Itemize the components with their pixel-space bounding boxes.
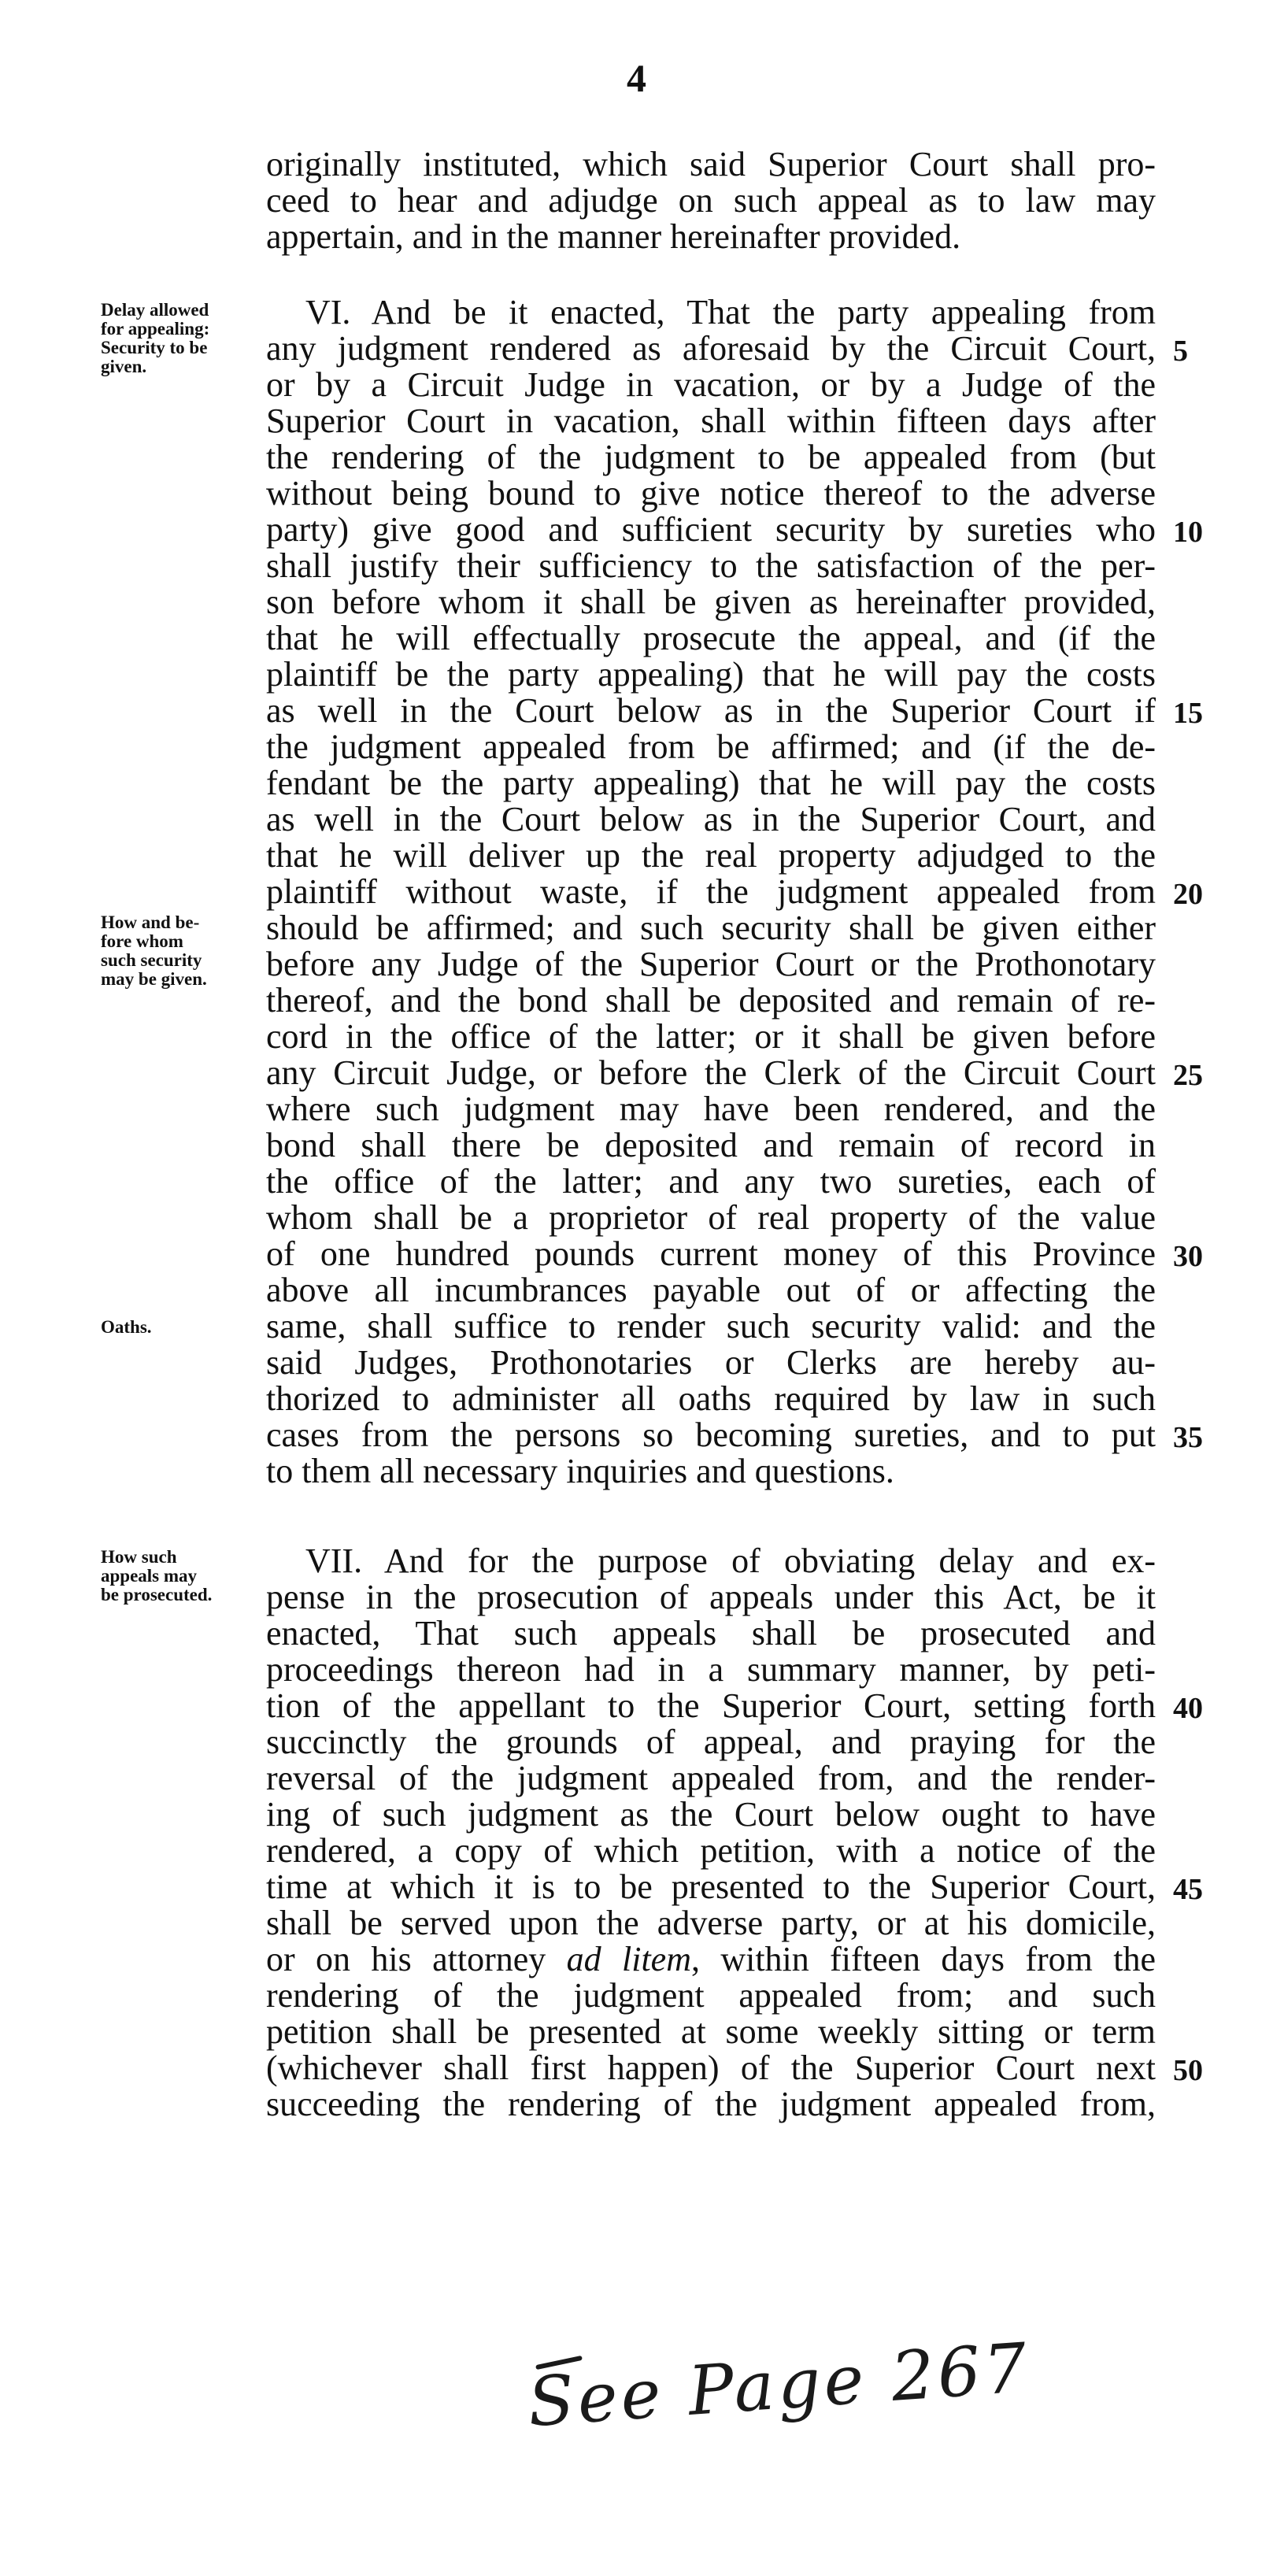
- margin-note-line: may be given.: [101, 969, 207, 989]
- text-line: any judgment rendered as aforesaid by the Circuit Court,: [266, 329, 1156, 368]
- line-number: 15: [1173, 697, 1203, 730]
- margin-note-line: How and be-: [101, 912, 200, 932]
- line-number: 35: [1173, 1421, 1203, 1454]
- line-number: 30: [1173, 1240, 1203, 1273]
- text-line: appertain, and in the manner hereinafter provided.: [266, 217, 961, 256]
- line-number: 25: [1173, 1059, 1203, 1092]
- text-line: Superior Court in vacation, shall within fifteen days after: [266, 402, 1156, 440]
- text-line: before any Judge of the Superior Court or the Prothonotary: [266, 945, 1156, 983]
- text-line: shall be served upon the adverse party, or at his domicile,: [266, 1904, 1156, 1942]
- text-line: said Judges, Prothonotaries or Clerks are hereby au-: [266, 1343, 1156, 1382]
- line-number: 20: [1173, 878, 1203, 911]
- text-line: party) give good and sufficient security by sureties who: [266, 510, 1156, 549]
- margin-note-line: for appealing:: [101, 319, 210, 339]
- text-line: originally instituted, which said Superior Court shall pro-: [266, 145, 1156, 183]
- text-line: that he will effectually prosecute the appeal, and (if the: [266, 619, 1156, 657]
- text-line: succeeding the rendering of the judgment appealed from,: [266, 2085, 1156, 2123]
- margin-note-line: Delay allowed: [101, 300, 209, 320]
- text-line: that he will deliver up the real property adjudged to the: [266, 836, 1156, 875]
- ad-litem-italic: ad litem: [566, 1940, 691, 1978]
- margin-note-line: appeals may: [101, 1566, 198, 1586]
- margin-note-line: Security to be: [101, 338, 208, 357]
- text-line: the judgment appealed from be affirmed; and (if the de-: [266, 727, 1156, 766]
- text-line: thorized to administer all oaths required by law in such: [266, 1379, 1156, 1418]
- text-line: where such judgment may have been rendered, and the: [266, 1090, 1156, 1128]
- text-line: the rendering of the judgment to be appealed from (but: [266, 438, 1156, 476]
- margin-note-line: Oaths.: [101, 1317, 152, 1337]
- margin-note-line: fore whom: [101, 931, 183, 951]
- text-line: whom shall be a proprietor of real property of the value: [266, 1198, 1156, 1237]
- text-line: fendant be the party appealing) that he will pay the costs: [266, 764, 1156, 802]
- margin-note-how-before: [101, 913, 258, 989]
- line-number: 45: [1173, 1873, 1203, 1906]
- margin-note-how-prosecuted: [101, 1548, 258, 1604]
- text-line: bond shall there be deposited and remain of record in: [266, 1126, 1156, 1164]
- text-line: above all incumbrances payable out of or affecting the: [266, 1271, 1156, 1309]
- text-line: ing of such judgment as the Court below ought to have: [266, 1795, 1156, 1834]
- section-vii-start: VII. And for the purpose of obviating delay and ex-: [305, 1542, 1156, 1580]
- margin-note-line: given.: [101, 357, 147, 376]
- line-number: 50: [1173, 2054, 1203, 2087]
- margin-note-line: be prosecuted.: [101, 1585, 213, 1604]
- text-line: petition shall be presented at some weekly sitting or term: [266, 2012, 1156, 2051]
- text-line: or by a Circuit Judge in vacation, or by a Judge of the: [266, 365, 1156, 404]
- text-line: shall justify their sufficiency to the satisfaction of the per-: [266, 546, 1156, 585]
- text-line: of one hundred pounds current money of this Province: [266, 1234, 1156, 1273]
- text-line: pense in the prosecution of appeals under this Act, be it: [266, 1578, 1156, 1616]
- text-line: as well in the Court below as in the Superior Court if: [266, 691, 1156, 730]
- text-line: plaintiff be the party appealing) that he will pay the costs: [266, 655, 1156, 694]
- text-line: ceed to hear and adjudge on such appeal as to law may: [266, 181, 1156, 220]
- text-line: without being bound to give notice thereof to the adverse: [266, 474, 1156, 513]
- text-line: plaintiff without waste, if the judgment appealed from: [266, 872, 1156, 911]
- line-number: 10: [1173, 516, 1203, 549]
- page-number: 4: [627, 56, 646, 100]
- text-line: should be affirmed; and such security shall be given either: [266, 909, 1156, 947]
- text-line: proceedings thereon had in a summary manner, by peti-: [266, 1650, 1156, 1689]
- text-line: to them all necessary inquiries and questions.: [266, 1452, 894, 1490]
- margin-note-delay: [101, 301, 258, 376]
- text-line: thereof, and the bond shall be deposited and remain of re-: [266, 981, 1156, 1020]
- text-line: reversal of the judgment appealed from, and the render-: [266, 1759, 1156, 1797]
- text-line: the office of the latter; and any two sureties, each of: [266, 1162, 1156, 1201]
- text-line: rendering of the judgment appealed from; and such: [266, 1976, 1156, 2015]
- text-line: tion of the appellant to the Superior Court, setting forth: [266, 1686, 1156, 1725]
- text-line: time at which it is to be presented to the Superior Court,: [266, 1867, 1156, 1906]
- text-line: son before whom it shall be given as hereinafter provided,: [266, 583, 1156, 621]
- text-line: same, shall suffice to render such security valid: and the: [266, 1307, 1156, 1345]
- section-vi-start: VI. And be it enacted, That the party appealing from: [305, 293, 1156, 331]
- line-number: 40: [1173, 1692, 1203, 1725]
- text-line: enacted, That such appeals shall be prosecuted and: [266, 1614, 1156, 1653]
- text-line: any Circuit Judge, or before the Clerk of the Circuit Court: [266, 1053, 1156, 1092]
- handwritten-note: See Page 267: [525, 2328, 1033, 2443]
- margin-note-line: How such: [101, 1547, 177, 1567]
- text-line: succinctly the grounds of appeal, and praying for the: [266, 1723, 1156, 1761]
- margin-note-oaths: [101, 1318, 258, 1337]
- text-line: or on his attorney ad litem, within fifteen days from the: [266, 1940, 1156, 1978]
- margin-note-line: such security: [101, 950, 202, 970]
- text-line: cases from the persons so becoming sureties, and to put: [266, 1416, 1156, 1454]
- text-line: rendered, a copy of which petition, with a notice of the: [266, 1831, 1156, 1870]
- text-line: cord in the office of the latter; or it shall be given before: [266, 1017, 1156, 1056]
- text-line: (whichever shall first happen) of the Superior Court next: [266, 2049, 1156, 2087]
- line-number: 5: [1173, 335, 1188, 368]
- text-line: as well in the Court below as in the Superior Court, and: [266, 800, 1156, 838]
